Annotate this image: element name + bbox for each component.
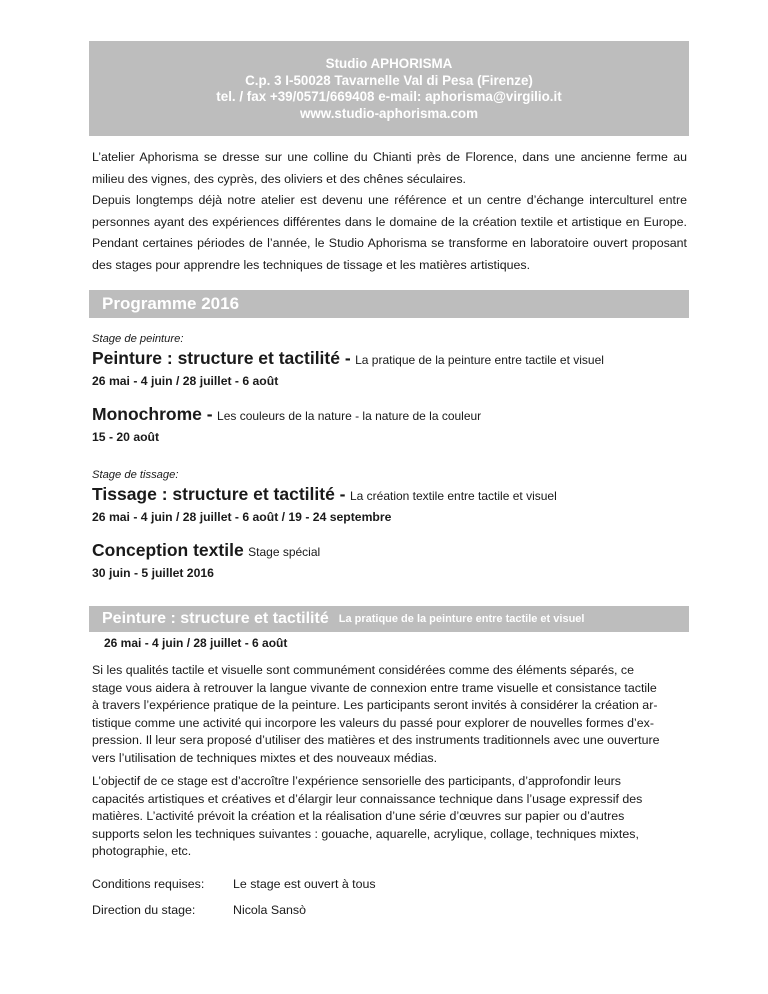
studio-contact: tel. / fax +39/0571/669408 e-mail: aphorisma@virgilio.it — [216, 89, 562, 104]
course-title: Monochrome - — [92, 404, 213, 424]
course-painting — [92, 332, 692, 389]
direction-value: Nicola Sansò — [233, 903, 307, 917]
text-line: matières. L’activité prévoit la création et la réalisation d’une série d’œuvres sur papier ou d’autres — [92, 809, 625, 823]
course-subtitle: Les couleurs de la nature - la nature de la couleur — [217, 409, 482, 423]
course-title: Conception textile — [92, 540, 244, 560]
text-line: photographie, etc. — [92, 844, 192, 858]
text-line: à travers l’expérience pratique de la peinture. Les participants seront invités à considérer la création ar- — [92, 698, 658, 712]
text-line: L’objectif de ce stage est d’accroître l’expérience sensorielle des participants, d’approfondir leurs — [92, 774, 621, 788]
conditions-label: Conditions requises: — [92, 877, 205, 891]
detail-dates: 26 mai - 4 juin / 28 juillet - 6 août — [104, 636, 288, 650]
studio-name: Studio APHORISMA — [325, 56, 453, 71]
stage-label: Stage de peinture: — [92, 333, 184, 345]
detail-heading — [89, 606, 689, 632]
studio-address: C.p. 3 I-50028 Tavarnelle Val di Pesa (Firenze) — [245, 72, 533, 88]
course-dates: 15 - 20 août — [92, 430, 160, 444]
course-dates: 30 juin - 5 juillet 2016 — [92, 566, 214, 580]
studio-website: www.studio-aphorisma.com — [299, 105, 479, 121]
text-line: Si les qualités tactile et visuelle sont communément considérées comme des éléments séparés, ce — [92, 663, 635, 677]
detail-paragraph-1 — [92, 662, 690, 767]
detail-subtitle: La pratique de la peinture entre tactile et visuel — [338, 613, 585, 625]
programme-title: Programme 2016 — [102, 294, 240, 313]
course-title: Tissage : structure et tactilité - — [92, 484, 346, 504]
course-title: Peinture : structure et tactilité - — [92, 348, 351, 368]
conditions-value: Le stage est ouvert à tous — [233, 877, 376, 891]
course-textile-design — [92, 539, 692, 581]
detail-paragraph-2 — [92, 773, 690, 861]
course-subtitle: La pratique de la peinture entre tactile et visuel — [355, 353, 604, 367]
course-weaving — [92, 468, 692, 525]
text-line: tistique comme une activité qui incorpore les valeurs du passé pour explorer de nouvelles formes d’ex- — [92, 715, 654, 730]
direction-label: Direction du stage: — [92, 903, 196, 917]
course-subtitle: Stage spécial — [248, 545, 321, 559]
text-line: stage vous aidera à retrouver la langue vivante de connexion entre trame visuelle et consistance tactile — [92, 680, 657, 695]
intro-paragraph-1: L’atelier Aphorisma se dresse sur une colline du Chianti près de Florence, dans une ancienne ferme au milieu des vignes, des cyprès, des oliviers et des chênes séculaires. — [92, 150, 687, 186]
course-subtitle: La création textile entre tactile et visuel — [349, 489, 557, 503]
stage-label: Stage de tissage: — [92, 469, 179, 481]
text-line: capacités artistiques et créatives et d’élargir leur connaissance technique dans l’usage expressif des — [92, 791, 643, 806]
course-dates: 26 mai - 4 juin / 28 juillet - 6 août / 19 - 24 septembre — [92, 510, 392, 524]
intro-text — [92, 147, 687, 277]
course-dates: 26 mai - 4 juin / 28 juillet - 6 août — [92, 374, 279, 388]
intro-paragraph-2: Depuis longtemps déjà notre atelier est devenu une référence et un centre d’échange interculturel entre personnes ayant des expériences différentes dans le domaine de la création textile et artistique en Europe. Pendant certaines périodes de l’année, le Studio Aphorisma se transforme en laboratoire ouvert proposant des stages pour apprendre les techniques de tissage et les matières artistiques. — [92, 193, 687, 272]
text-line: pression. Il leur sera proposé d’utiliser des matières et des instruments traditionnels avec une ouverture — [92, 733, 660, 747]
detail-title: Peinture : structure et tactilité — [102, 610, 329, 627]
text-line: vers l’utilisation de techniques mixtes et des nouveaux médias. — [92, 750, 438, 765]
course-monochrome — [92, 403, 692, 445]
studio-header — [89, 41, 689, 136]
text-line: supports selon les techniques suivantes : gouache, aquarelle, acrylique, collage, techniques mixtes, — [92, 826, 639, 841]
programme-heading — [89, 290, 689, 318]
